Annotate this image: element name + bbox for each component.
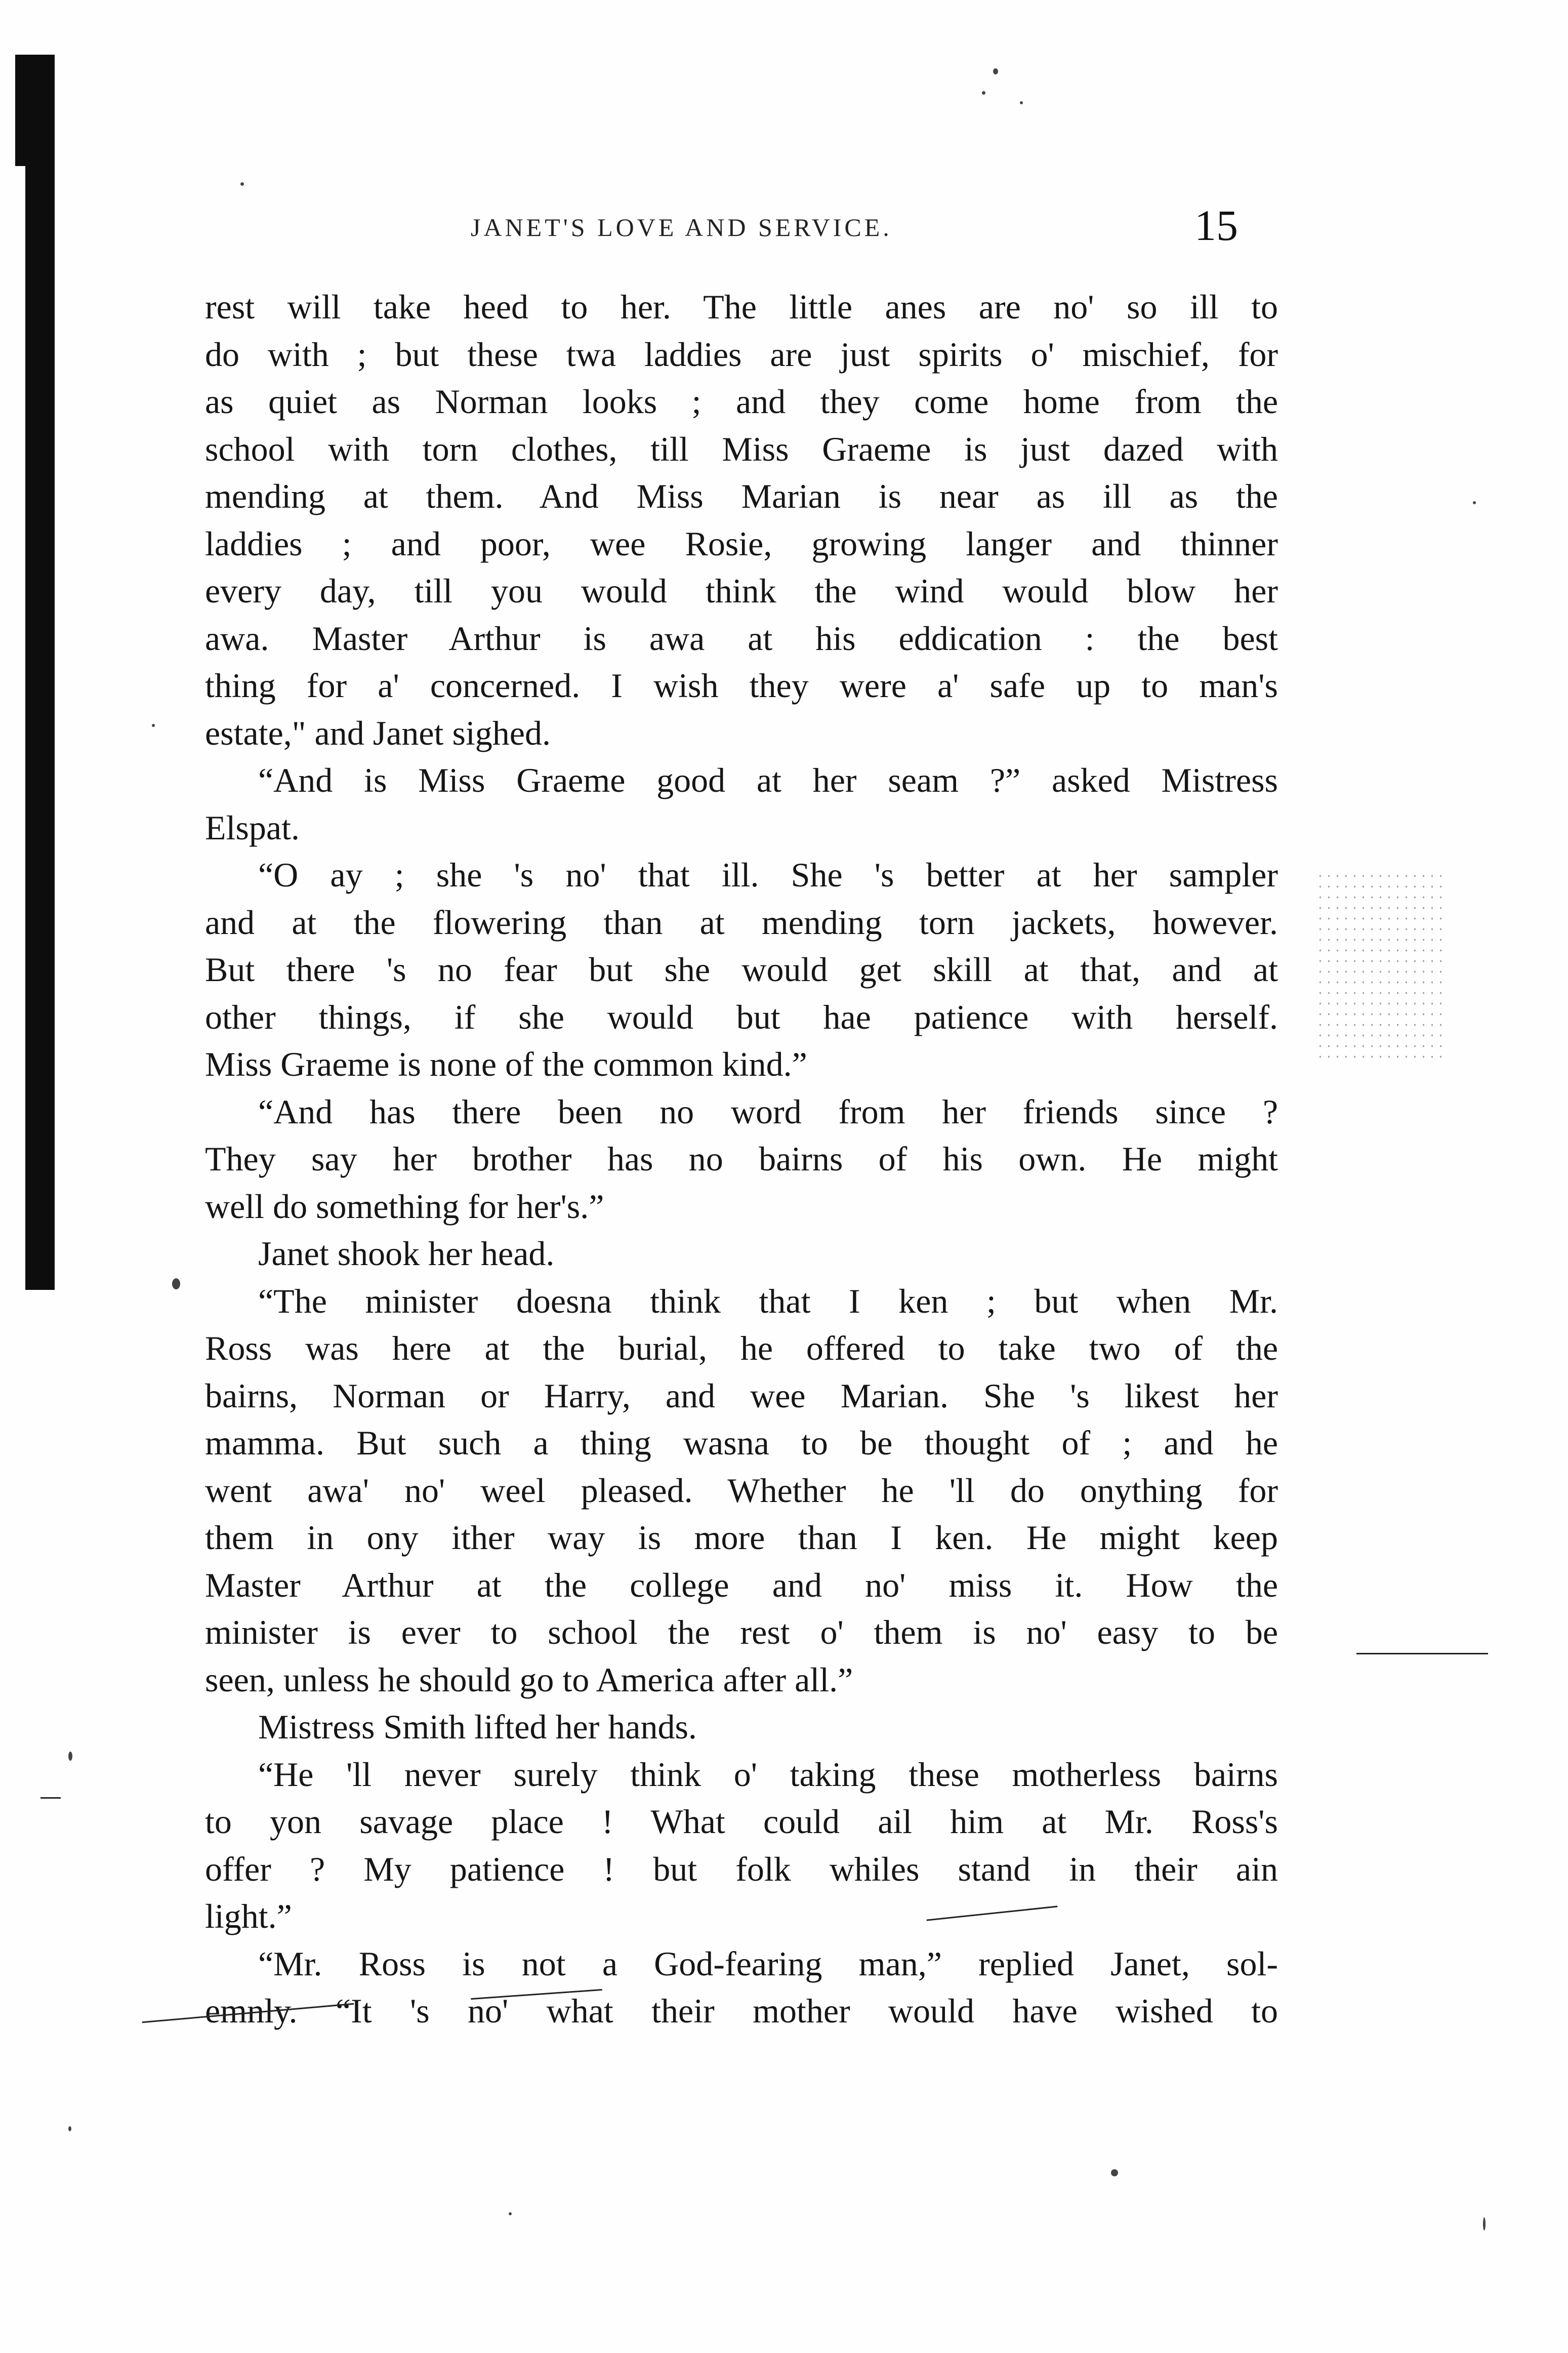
text-line: Ross was here at the burial, he offered to take two of the [205,1329,1278,1367]
text-line: “He 'll never surely think o' taking these motherless bairns [258,1755,1278,1794]
scan-mark-line [40,1797,61,1799]
text-line: mamma. But such a thing wasna to be thought of ; and he [205,1424,1278,1462]
text-line: light.” [205,1897,292,1935]
running-head: JANET'S LOVE AND SERVICE. [471,213,892,241]
text-line: offer ? My patience ! but folk whiles stand in their ain [205,1849,1278,1888]
scan-dot [1020,101,1023,104]
text-line: as quiet as Norman looks ; and they come home from the [205,382,1278,421]
text-line: awa. Master Arthur is awa at his eddication : the best [205,619,1278,658]
text-line: other things, if she would but hae patience with herself. [205,997,1278,1036]
text-line: Master Arthur at the college and no' miss it. How the [205,1565,1278,1604]
text-line: They say her brother has no bairns of his own. He might [205,1140,1278,1178]
body-text [205,283,1278,2035]
page-number: 15 [1194,201,1238,250]
text-line: bairns, Norman or Harry, and wee Marian. She 's likest her [205,1376,1278,1415]
text-line: “And has there been no word from her friends since ? [258,1092,1278,1131]
binding-shadow-cap [15,55,25,166]
text-line: laddies ; and poor, wee Rosie, growing langer and thinner [205,524,1278,563]
text-line: estate," and Janet sighed. [205,713,551,752]
scan-dot [993,68,998,74]
text-line: But there 's no fear but she would get skill at that, and at [205,950,1278,989]
text-line: thing for a' concerned. I wish they were a' safe up to man's [205,666,1278,705]
text-line: “O ay ; she 's no' that ill. She 's better at her sampler [258,856,1278,894]
scan-dot [152,724,155,727]
scan-dot [509,2212,512,2215]
text-line: seen, unless he should go to America after all.” [205,1660,853,1699]
text-line: every day, till you would think the wind would blow her [205,572,1278,610]
scan-dot [1111,2169,1118,2176]
scan-dot [1483,2217,1486,2230]
scan-dot [68,1752,72,1761]
text-line: emnly. “It 's no' what their mother would have wished to [205,1992,1278,2030]
text-line: went awa' no' weel pleased. Whether he 'll do onything for [205,1471,1278,1510]
scan-dot [1473,501,1476,504]
text-line: and at the flowering than at mending torn jackets, however. [205,903,1278,942]
text-line: minister is ever to school the rest o' them is no' easy to be [205,1613,1278,1651]
text-line: rest will take heed to her. The little anes are no' so ill to [205,288,1278,326]
scan-dot [982,91,985,95]
text-line: do with ; but these twa laddies are just spirits o' mischief, for [205,335,1278,374]
binding-shadow [25,55,55,1290]
text-line: Miss Graeme is none of the common kind.” [205,1045,807,1083]
text-line: well do something for her's.” [205,1187,604,1226]
text-line: them in ony ither way is more than I ken. He might keep [205,1518,1278,1557]
scan-dot [68,2126,71,2131]
scan-speckles [1316,871,1448,1063]
scan-dot [240,182,244,186]
text-line: “And is Miss Graeme good at her seam ?” asked Mistress [258,761,1278,799]
scan-mark-line [1356,1653,1488,1654]
text-line: Elspat. [205,808,300,847]
text-line: school with torn clothes, till Miss Graeme is just dazed with [205,429,1278,468]
scan-dot [172,1278,180,1289]
text-line: “The minister doesna think that I ken ; but when Mr. [258,1281,1278,1320]
text-line: Janet shook her head. [258,1234,555,1273]
text-line: mending at them. And Miss Marian is near as ill as the [205,477,1278,515]
text-line: “Mr. Ross is not a God-fearing man,” replied Janet, sol- [258,1944,1278,1983]
text-line: to yon savage place ! What could ail him at Mr. Ross's [205,1802,1278,1841]
text-line: Mistress Smith lifted her hands. [258,1708,697,1746]
